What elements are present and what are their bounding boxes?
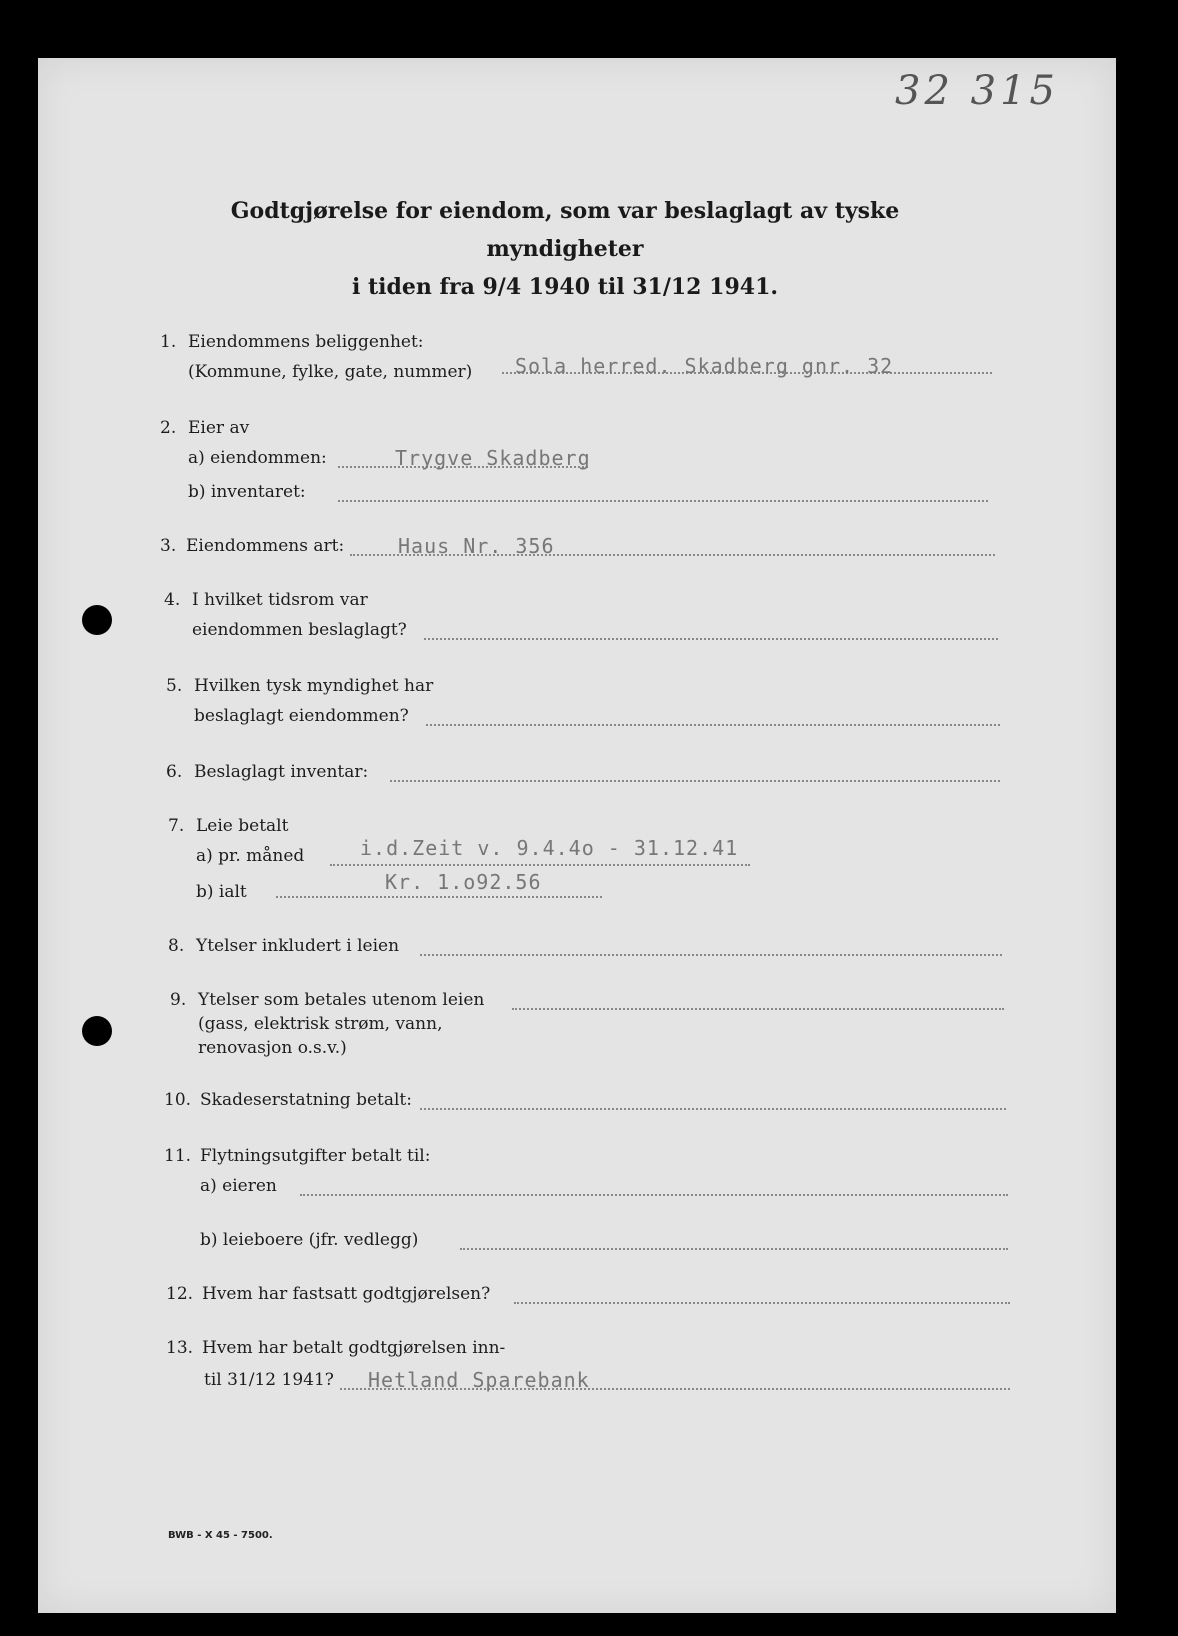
item-10-label: Skadeserstatning betalt: bbox=[200, 1090, 412, 1110]
item-1-label: Eiendommens beliggenhet: bbox=[188, 332, 424, 352]
item-9-field-line bbox=[512, 1008, 1004, 1010]
item-3-label: Eiendommens art: bbox=[186, 536, 345, 556]
item-3-number: 3. bbox=[160, 536, 177, 556]
item-7b-label: b) ialt bbox=[196, 882, 247, 902]
item-2-number: 2. bbox=[160, 418, 177, 438]
item-1-number: 1. bbox=[160, 332, 177, 352]
item-11-label: Flytningsutgifter betalt til: bbox=[200, 1146, 431, 1166]
item-5-sublabel: beslaglagt eiendommen? bbox=[194, 706, 409, 726]
item-5-field-line bbox=[426, 724, 1000, 726]
item-10-number: 10. bbox=[164, 1090, 192, 1110]
item-12-label: Hvem har fastsatt godtgjørelsen? bbox=[202, 1284, 491, 1304]
item-4-field-line bbox=[424, 638, 998, 640]
item-11a-field-line bbox=[300, 1194, 1008, 1196]
item-2-label: Eier av bbox=[188, 418, 250, 438]
item-8-field-line bbox=[420, 954, 1002, 956]
item-7a-value: i.d.Zeit v. 9.4.4o - 31.12.41 bbox=[360, 836, 739, 860]
item-7-number: 7. bbox=[168, 816, 185, 836]
item-6-number: 6. bbox=[166, 762, 183, 782]
item-4-sublabel: eiendommen beslaglagt? bbox=[192, 620, 407, 640]
item-2a-label: a) eiendommen: bbox=[188, 448, 327, 468]
item-1-value: Sola herred. Skadberg gnr. 32 bbox=[515, 354, 894, 378]
item-7-label: Leie betalt bbox=[196, 816, 289, 836]
item-9-number: 9. bbox=[170, 990, 187, 1010]
item-11a-label: a) eieren bbox=[200, 1176, 277, 1196]
item-7a-label: a) pr. måned bbox=[196, 846, 305, 866]
item-4-label: I hvilket tidsrom var bbox=[192, 590, 368, 610]
item-5-number: 5. bbox=[166, 676, 183, 696]
item-5-label: Hvilken tysk myndighet har bbox=[194, 676, 434, 696]
item-8-label: Ytelser inkludert i leien bbox=[196, 936, 400, 956]
item-12-field-line bbox=[514, 1302, 1010, 1304]
item-12-number: 12. bbox=[166, 1284, 194, 1304]
item-7b-value: Kr. 1.o92.56 bbox=[385, 870, 542, 894]
item-3-value: Haus Nr. 356 bbox=[398, 534, 555, 558]
item-9-sublabel-2: renovasjon o.s.v.) bbox=[198, 1038, 347, 1058]
punch-hole-top bbox=[82, 605, 112, 635]
item-2a-value: Trygve Skadberg bbox=[395, 446, 591, 470]
item-11-number: 11. bbox=[164, 1146, 192, 1166]
item-7b-field-line bbox=[276, 896, 602, 898]
item-10-field-line bbox=[420, 1108, 1006, 1110]
item-13-label: Hvem har betalt godtgjørelsen inn- bbox=[202, 1338, 506, 1358]
item-1-sublabel: (Kommune, fylke, gate, nummer) bbox=[188, 362, 473, 382]
item-13-number: 13. bbox=[166, 1338, 194, 1358]
item-13-value: Hetland Sparebank bbox=[368, 1368, 590, 1392]
item-9-label: Ytelser som betales utenom leien bbox=[198, 990, 485, 1010]
item-11b-label: b) leieboere (jfr. vedlegg) bbox=[200, 1230, 419, 1250]
punch-hole-bottom bbox=[82, 1016, 112, 1046]
handwritten-archive-number: 32 315 bbox=[895, 68, 1059, 114]
item-9-sublabel-1: (gass, elektrisk strøm, vann, bbox=[198, 1014, 443, 1034]
item-7a-field-line bbox=[330, 864, 750, 866]
title-line-1: Godtgjørelse for eiendom, som var beslaglagt av tyske myndigheter bbox=[230, 198, 900, 262]
item-6-label: Beslaglagt inventar: bbox=[194, 762, 369, 782]
item-11b-field-line bbox=[460, 1248, 1008, 1250]
title-line-2: i tiden fra 9/4 1940 til 31/12 1941. bbox=[351, 274, 779, 300]
document-title bbox=[150, 192, 980, 306]
item-8-number: 8. bbox=[168, 936, 185, 956]
item-13-sublabel: til 31/12 1941? bbox=[204, 1370, 334, 1390]
item-2b-field-line bbox=[338, 500, 988, 502]
item-6-field-line bbox=[390, 780, 1000, 782]
item-2b-label: b) inventaret: bbox=[188, 482, 306, 502]
print-code-footer: BWB - X 45 - 7500. bbox=[168, 1530, 273, 1541]
item-4-number: 4. bbox=[164, 590, 181, 610]
